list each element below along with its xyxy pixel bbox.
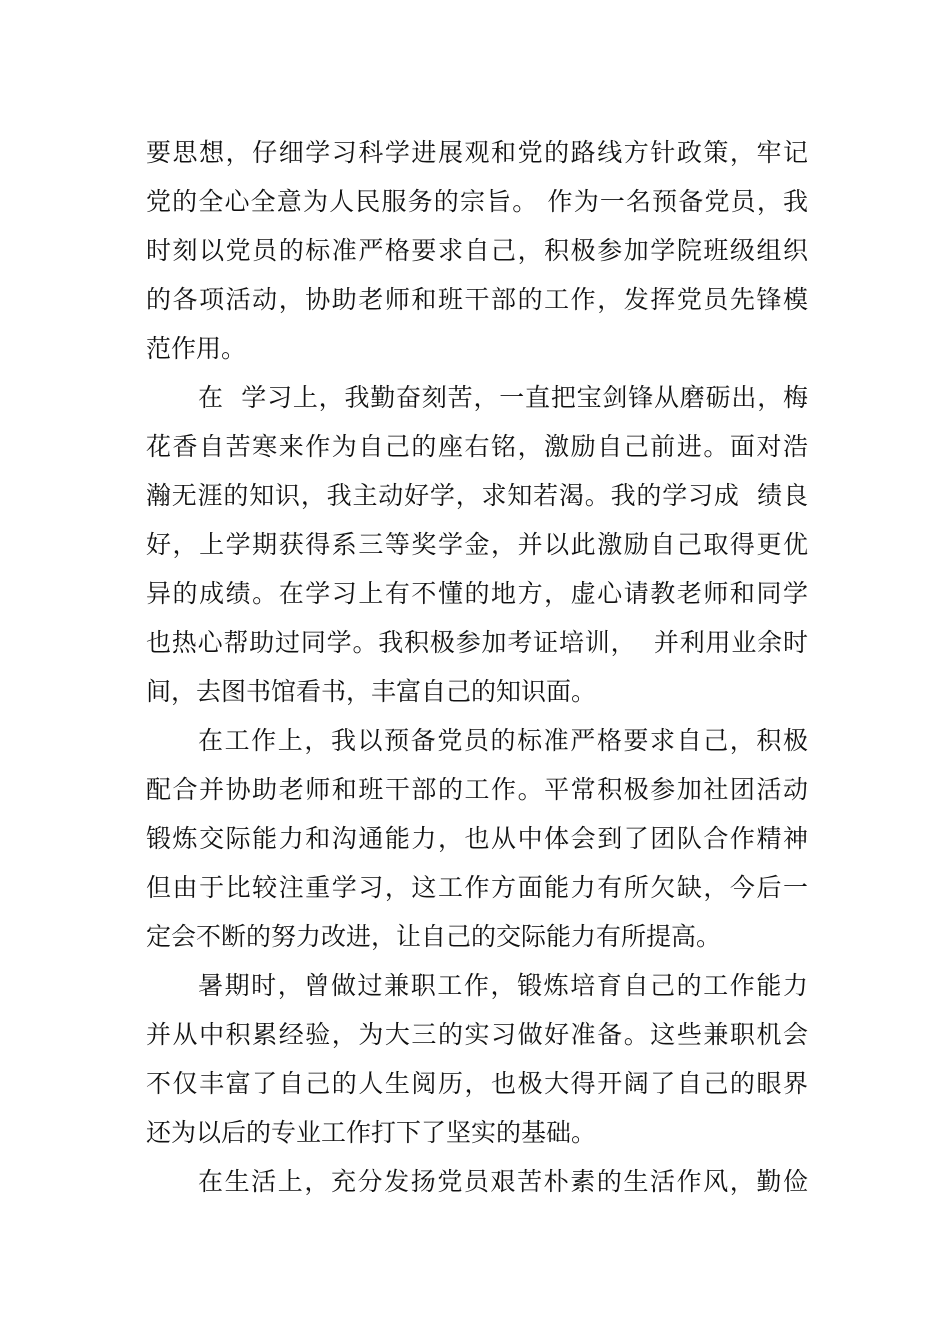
text-line: 的各项活动，协助老师和班干部的工作，发挥党员先锋模	[146, 285, 808, 314]
text-line: 配合并协助老师和班干部的工作。平常积极参加社团活动	[146, 775, 808, 804]
paragraph-1	[146, 128, 808, 373]
text-line: 但由于比较注重学习，这工作方面能力有所欠缺，今后一	[146, 873, 808, 902]
text-line: 好，上学期获得系三等奖学金，并以此激励自己取得更优	[146, 530, 808, 559]
text-line: 暑期时，曾做过兼职工作，锻炼培育自己的工作能力	[198, 971, 808, 1000]
body-text	[146, 128, 808, 1206]
text-line: 间，去图书馆看书，丰富自己的知识面。	[146, 677, 597, 706]
text-line: 异的成绩。在学习上有不懂的地方，虚心请教老师和同学	[146, 579, 808, 608]
text-line: 要思想，仔细学习科学进展观和党的路线方针政策，牢记	[146, 138, 808, 167]
text-line: 锻炼交际能力和沟通能力，也从中体会到了团队合作精神	[146, 824, 808, 853]
text-line: 并从中积累经验，为大三的实习做好准备。这些兼职机会	[146, 1020, 808, 1049]
paragraph-5	[146, 1157, 808, 1206]
text-line: 在工作上，我以预备党员的标准严格要求自己，积极	[198, 726, 808, 755]
paragraph-4	[146, 961, 808, 1157]
text-line: 不仅丰富了自己的人生阅历，也极大得开阔了自己的眼界	[146, 1069, 808, 1098]
text-line: 时刻以党员的标准严格要求自己，积极参加学院班级组织	[146, 236, 808, 265]
paragraph-2	[146, 373, 808, 716]
text-line: 也热心帮助过同学。我积极参加考证培训， 并利用业余时	[146, 628, 808, 657]
text-line: 党的全心全意为人民服务的宗旨。 作为一名预备党员，我	[146, 187, 808, 216]
text-line: 还为以后的专业工作打下了坚实的基础。	[146, 1118, 597, 1147]
paragraph-3	[146, 716, 808, 961]
text-line: 在 学习上，我勤奋刻苦，一直把宝剑锋从磨砺出，梅	[198, 383, 808, 412]
text-line: 花香自苦寒来作为自己的座右铭，激励自己前进。面对浩	[146, 432, 808, 461]
text-line: 在生活上，充分发扬党员艰苦朴素的生活作风，勤俭	[198, 1167, 808, 1196]
text-line: 范作用。	[146, 334, 247, 363]
text-line: 瀚无涯的知识，我主动好学，求知若渴。我的学习成 绩良	[146, 481, 808, 510]
text-line: 定会不断的努力改进，让自己的交际能力有所提高。	[146, 922, 722, 951]
